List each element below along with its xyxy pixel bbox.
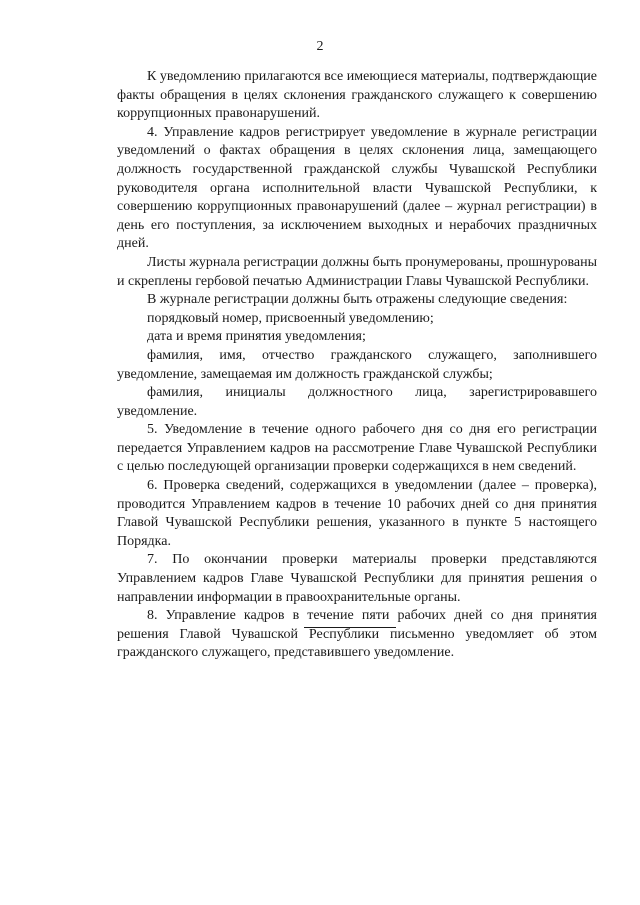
paragraph-item-8: 8. Управление кадров в течение пяти рабочих дней со дня принятия решения Главой Чувашской Республики письменно уведомляет об этом гражданского служащего, представившего уведомление.: [117, 608, 597, 661]
paragraph-item-6: 6. Проверка сведений, содержащихся в уведомлении (далее – проверка), проводится Управлением кадров в течение 10 рабочих дней со дня принятия Главой Чувашской Республики решения, указанного в пункте 5 настоящего Порядка.: [117, 478, 597, 549]
list-item-employee-name: фамилия, имя, отчество гражданского служащего, заполнившего уведомление, замещаемая им должность гражданской службы;: [117, 347, 597, 382]
list-item-date-time: дата и время принятия уведомления;: [147, 329, 366, 345]
list-item-official-name: фамилия, инициалы должностного лица, зарегистрировавшего уведомление.: [117, 385, 597, 419]
paragraph-item-7: 7. По окончании проверки материалы проверки представляются Управлением кадров Главе Чувашской Республики для принятия решения о направлении информации в правоохранительные органы.: [117, 552, 597, 605]
paragraph-item-4: 4. Управление кадров регистрирует уведомление в журнале регистрации уведомлений о фактах обращения в целях склонения лица, замещающего должность государственной гражданской службы Чувашской Республики руководителя органа исполнительной власти Чувашской Республики, к совершению коррупционных правонарушений (далее – журнал регистрации) в день его поступления, за исключением выходных и нерабочих праздничных дней.: [117, 124, 597, 252]
paragraph-item-5: 5. Уведомление в течение одного рабочего дня со дня его регистрации передается Управлением кадров на рассмотрение Главе Чувашской Республики с целью последующей организации проверки содержащихся в нем сведений.: [117, 422, 597, 475]
page-number: 2: [316, 39, 324, 54]
paragraph-attachments: К уведомлению прилагаются все имеющиеся материалы, подтверждающие факты обращения в целях склонения гражданского служащего к совершению коррупционных правонарушений.: [117, 69, 597, 122]
paragraph-journal-sheets: Листы журнала регистрации должны быть пронумерованы, прошнурованы и скреплены гербовой печатью Администрации Главы Чувашской Республики.: [117, 254, 597, 289]
list-item-serial-number: порядковый номер, присвоенный уведомлению;: [147, 310, 434, 326]
closing-divider-line: [304, 627, 396, 628]
paragraph-journal-contents: В журнале регистрации должны быть отражены следующие сведения:: [147, 292, 568, 308]
document-body: [117, 68, 597, 663]
